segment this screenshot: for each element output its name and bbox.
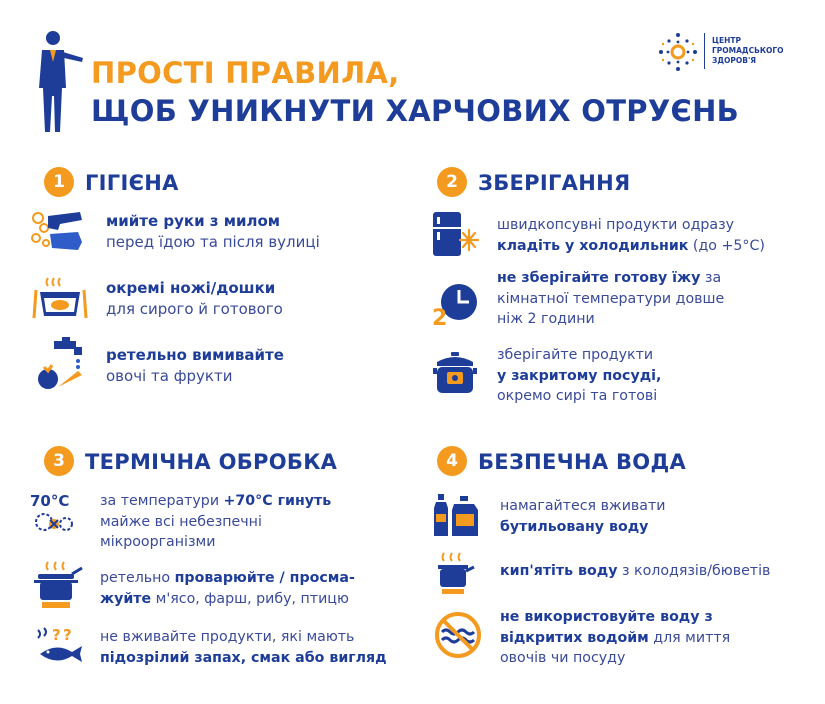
item-2-1-tail: (до +5°C) — [688, 237, 765, 254]
item-2-2-line2: кімнатної температури довше — [497, 290, 725, 307]
item-1-1 — [106, 211, 320, 253]
item-4-3-bold: не використовуйте воду з — [500, 609, 713, 625]
item-4-3-tail: для миття — [648, 629, 731, 646]
item-1-2-text: для сирого й готового — [106, 300, 283, 318]
section-1-title: ГІГІЄНА — [85, 171, 179, 195]
temperature-icon — [32, 510, 76, 536]
item-2-3-line3: окремо сирі та готові — [497, 388, 658, 404]
item-3-1-line2: майже всі небезпечні — [100, 513, 262, 530]
item-1-2 — [106, 278, 283, 320]
title-line-1: ПРОСТІ ПРАВИЛА, — [91, 56, 400, 90]
section-4-number: 4 — [437, 446, 467, 476]
title-line-2: ЩОБ УНИКНУТИ ХАРЧОВИХ ОТРУЄНЬ — [91, 94, 740, 128]
section-2-title: ЗБЕРІГАННЯ — [478, 171, 631, 195]
item-1-1-bold: мийте руки з милом — [106, 212, 281, 230]
item-3-3-line1: не вживайте продукти, які мають — [100, 629, 355, 645]
pot-icon — [431, 350, 481, 400]
item-2-2-line3: ніж 2 години — [497, 311, 595, 327]
item-3-1 — [100, 491, 331, 553]
no-swimming-water-icon — [433, 610, 483, 660]
cooking-pot-icon — [34, 560, 84, 610]
section-4-title: БЕЗПЕЧНА ВОДА — [478, 450, 687, 474]
item-2-1-bold: кладіть у холодильник — [497, 237, 689, 254]
item-2-1-line1: швидкопсувні продукти одразу — [497, 217, 735, 233]
item-1-1-text: перед їдою та після вулиці — [106, 233, 320, 251]
logo-divider — [704, 33, 705, 69]
item-3-3 — [100, 627, 387, 668]
section-1-number: 1 — [44, 167, 74, 197]
item-3-2-tail: м'ясо, фарш, рибу, птицю — [151, 590, 349, 607]
spoiled-fish-icon — [34, 624, 86, 664]
item-2-2-tail: за — [700, 270, 722, 286]
svg-text:?: ? — [63, 626, 72, 644]
item-2-2 — [497, 268, 724, 330]
item-4-2 — [500, 561, 770, 582]
logo-text: ЦЕНТР ГРОМАДСЬКОГО ЗДОРОВ'Я — [712, 36, 784, 65]
item-2-3-bold: у закритому посуді, — [497, 367, 662, 384]
item-1-3 — [106, 345, 284, 387]
item-2-2-bold: не зберігайте готову їжу — [497, 270, 701, 286]
item-1-3-bold: ретельно вимивайте — [106, 346, 284, 364]
section-2-number: 2 — [437, 167, 467, 197]
item-2-3-line1: зберігайте продукти — [497, 347, 654, 363]
knives-boards-icon — [32, 276, 88, 322]
item-3-1-bold: +70°C гинуть — [223, 493, 332, 509]
section-3-number: 3 — [44, 446, 74, 476]
item-2-3 — [497, 345, 661, 407]
item-4-1-line1: намагайтеся вживати — [500, 498, 666, 514]
boiling-kettle-icon — [434, 551, 478, 595]
item-4-3-bold2: відкритих водойм — [500, 629, 649, 646]
svg-text:?: ? — [52, 626, 61, 644]
item-4-3 — [500, 607, 730, 669]
item-3-3-bold: підозрілий запах, смак або вигляд — [100, 649, 387, 666]
presenter-icon — [28, 28, 88, 138]
item-3-2-pre: ретельно — [100, 570, 175, 586]
washing-vegetables-icon — [34, 335, 88, 395]
section-3-title: ТЕРМІЧНА ОБРОБКА — [85, 450, 338, 474]
item-3-1-line3: мікроорганізми — [100, 534, 216, 550]
item-3-2 — [100, 568, 355, 609]
bottled-water-icon — [432, 492, 482, 538]
item-3-2-bold: проварюйте / просма- — [174, 570, 355, 586]
clock-icon-number: 2 — [432, 306, 448, 331]
item-3-2-bold2: жуйте — [100, 590, 152, 607]
item-1-3-text: овочі та фрукти — [106, 367, 233, 385]
logo-icon — [655, 30, 701, 74]
item-2-1 — [497, 215, 765, 256]
item-4-2-bold: кип'ятіть воду — [500, 563, 618, 579]
item-3-1-pre: за температури — [100, 493, 224, 509]
item-4-1 — [500, 496, 665, 537]
washing-hands-icon — [30, 208, 84, 254]
temperature-icon-label: 70°C — [30, 492, 70, 510]
item-4-3-line3: овочів чи посуду — [500, 650, 626, 666]
item-4-1-bold: бутильовану воду — [500, 518, 649, 535]
item-4-2-tail: з колодязів/бюветів — [617, 563, 771, 579]
fridge-icon — [431, 210, 481, 260]
item-1-2-bold: окремі ножі/дошки — [106, 279, 276, 297]
